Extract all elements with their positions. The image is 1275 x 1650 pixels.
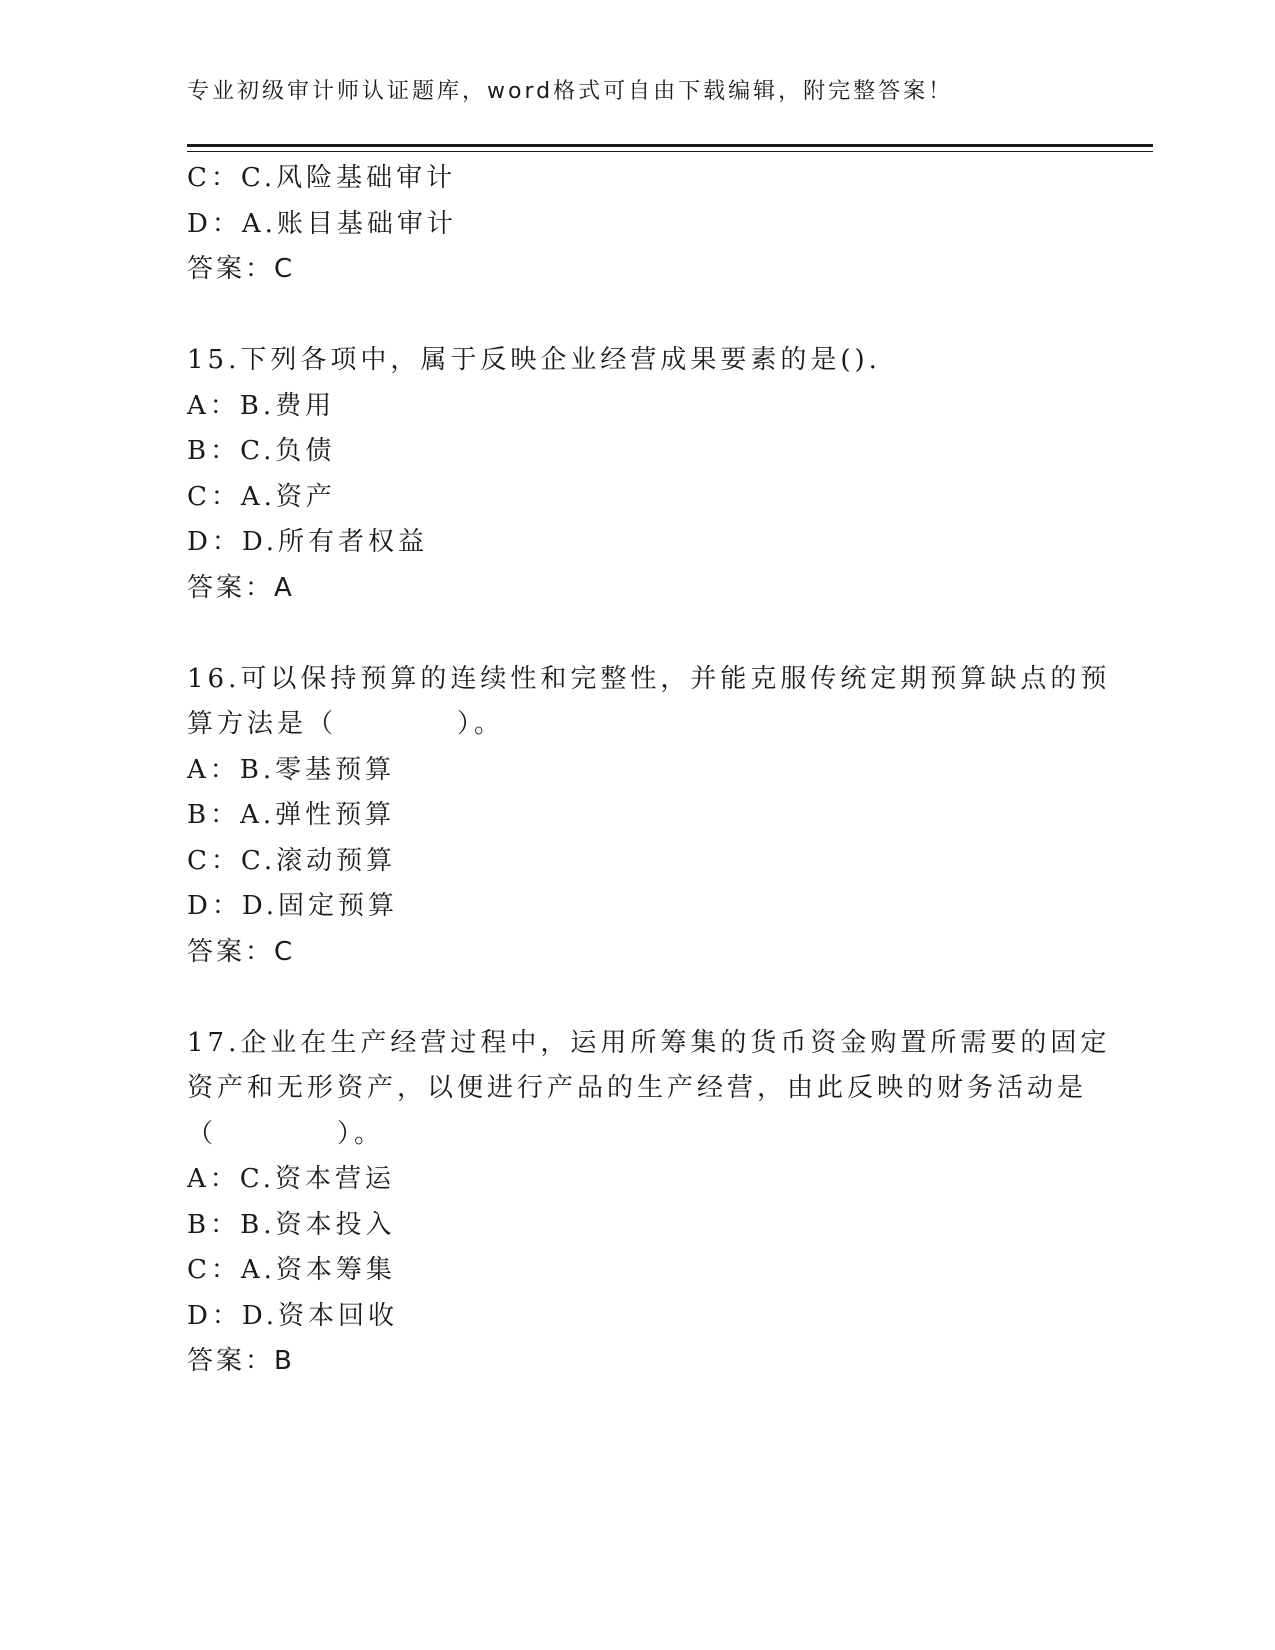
question-14-tail xyxy=(187,156,1087,293)
q15-option-c: C：A.资产 xyxy=(187,481,336,512)
q17-option-d: D：D.资本回收 xyxy=(187,1300,399,1331)
q17-option-c: C：A.资本筹集 xyxy=(187,1255,396,1285)
question-16 xyxy=(187,657,1111,976)
spacer xyxy=(187,611,1087,657)
q16-option-b: B：A.弹性预算 xyxy=(187,800,396,830)
q15-answer: 答案：A xyxy=(187,572,295,603)
question-content xyxy=(187,156,1111,1385)
q16-stem-line-2: 算方法是（ ）。 xyxy=(187,709,505,739)
q16-answer: 答案：C xyxy=(187,936,296,967)
header-rule-thin xyxy=(187,151,1153,152)
q17-stem-line-3: （ ）。 xyxy=(187,1118,385,1149)
spacer xyxy=(187,975,1087,1021)
q15-option-a: A：B.费用 xyxy=(187,390,336,421)
q16-option-d: D：D.固定预算 xyxy=(187,891,399,921)
q15-option-b: B：C.负债 xyxy=(187,436,336,466)
q15-stem: 15.下列各项中，属于反映企业经营成果要素的是(). xyxy=(187,345,881,375)
q15-option-d: D：D.所有者权益 xyxy=(187,527,429,557)
spacer xyxy=(187,293,1087,339)
q17-option-a: A：C.资本营运 xyxy=(187,1164,396,1194)
question-17 xyxy=(187,1021,1111,1385)
q16-option-c: C：C.滚动预算 xyxy=(187,845,397,876)
q14-option-d: D：A.账目基础审计 xyxy=(187,208,457,239)
header-rule-thick xyxy=(187,144,1153,147)
q17-option-b: B：B.资本投入 xyxy=(187,1209,396,1240)
q14-answer: 答案：C xyxy=(187,254,296,284)
q16-option-a: A：B.零基预算 xyxy=(187,754,396,785)
q17-stem-line-1: 17.企业在生产经营过程中，运用所筹集的货币资金购置所需要的固定 xyxy=(187,1027,1111,1058)
q17-answer: 答案：B xyxy=(187,1346,295,1376)
page-header: 专业初级审计师认证题库，word格式可自由下载编辑，附完整答案！ xyxy=(187,79,954,104)
question-15 xyxy=(187,338,1087,611)
q14-option-c: C：C.风险基础审计 xyxy=(187,163,457,193)
q16-stem-line-1: 16.可以保持预算的连续性和完整性，并能克服传统定期预算缺点的预 xyxy=(187,663,1111,694)
q17-stem-line-2: 资产和无形资产，以便进行产品的生产经营，由此反映的财务活动是 xyxy=(187,1073,1088,1103)
